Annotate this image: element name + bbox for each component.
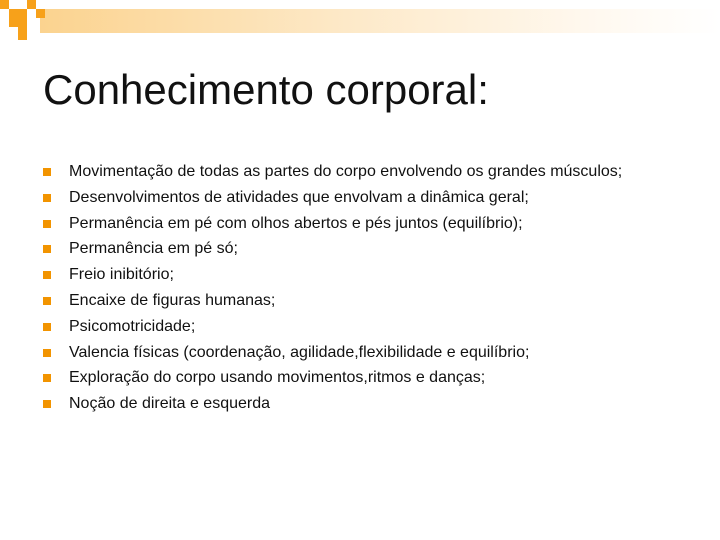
bullet-item: [43, 159, 663, 185]
bullet-item: [43, 211, 663, 237]
bullet-text: Noção de direita e esquerda: [69, 395, 271, 413]
deco-square: [18, 27, 27, 40]
square-bullet-icon: [43, 245, 51, 253]
square-bullet-icon: [43, 400, 51, 408]
bullet-text: Freio inibitório;: [69, 266, 174, 284]
bullet-text: Psicomotricidade;: [69, 317, 196, 335]
square-bullet-icon: [43, 194, 51, 202]
corner-decoration: [0, 0, 720, 40]
bullet-item: [43, 288, 663, 314]
bullet-item: [43, 236, 663, 262]
square-bullet-icon: [43, 349, 51, 357]
bullet-text: Movimentação de todas as partes do corpo envolvendo os grandes músculos;: [69, 163, 623, 180]
bullet-item: [43, 365, 663, 391]
bullet-item: [43, 185, 663, 211]
bullet-item: [43, 314, 663, 340]
deco-square: [9, 9, 27, 27]
square-bullet-icon: [43, 323, 51, 331]
square-bullet-icon: [43, 168, 51, 176]
bullet-text: Encaixe de figuras humanas;: [69, 291, 276, 309]
square-bullet-icon: [43, 374, 51, 382]
bullet-text: Permanência em pé com olhos abertos e pés juntos (equilíbrio);: [69, 214, 523, 232]
bullet-item: [43, 340, 663, 366]
slide-title: Conhecimento corporal:: [43, 66, 489, 113]
deco-square: [0, 0, 9, 9]
bullet-text: Exploração do corpo usando movimentos,ritmos e danças;: [69, 369, 486, 387]
header-gradient-bar: [40, 9, 720, 33]
square-bullet-icon: [43, 297, 51, 305]
bullet-item: [43, 391, 663, 417]
deco-square: [27, 0, 36, 9]
bullet-item: [43, 262, 663, 288]
square-bullet-icon: [43, 220, 51, 228]
bullet-text: Permanência em pé só;: [69, 240, 238, 258]
deco-square: [36, 9, 45, 18]
square-bullet-icon: [43, 271, 51, 279]
bullet-list: [43, 159, 663, 417]
bullet-text: Valencia físicas (coordenação, agilidade,flexibilidade e equilíbrio;: [69, 343, 530, 361]
bullet-text: Desenvolvimentos de atividades que envolvam a dinâmica geral;: [69, 188, 529, 206]
